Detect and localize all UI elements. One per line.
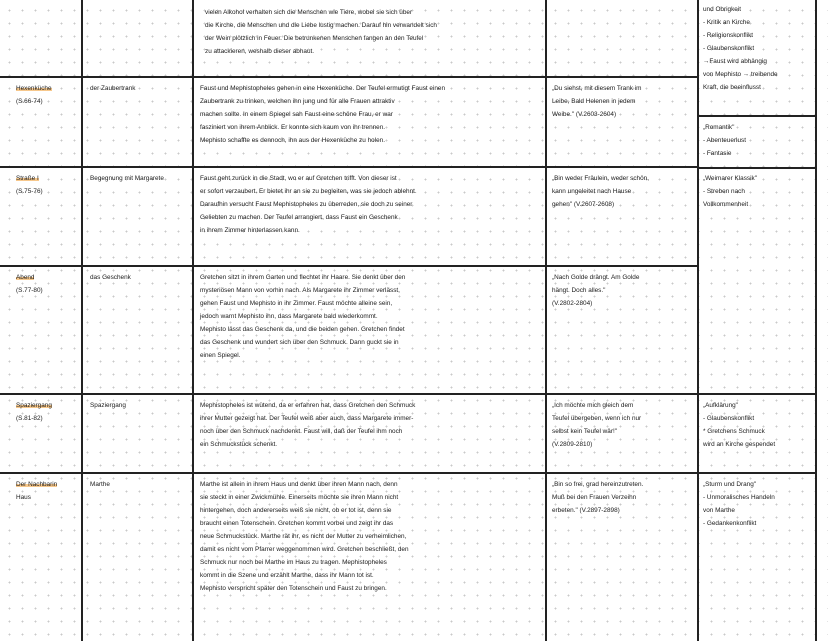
epoch-notes-line: * Gretchens Schmuck	[703, 428, 765, 435]
epoch-notes-line: „Aufklärung"	[703, 402, 738, 409]
summary-text-line: kommt in die Szene und erzählt Marthe, dass ihr Mann tot ist.	[200, 572, 374, 579]
column-divider	[697, 0, 699, 641]
epoch-notes-line: →Faust wird abhängig	[703, 58, 767, 65]
quote-text-line: (V.2802-2804)	[552, 300, 593, 307]
scene-title: das Geschenk	[90, 274, 131, 281]
quote-text-line: „Bin weder Fräulein, weder schön,	[552, 175, 649, 182]
summary-text-line: braucht einen Totenschein. Gretchen kommt vorbei und zeigt ihr das	[200, 520, 394, 527]
summary-text-line: Mephistopheles ist wütend, da er erfahren hat, dass Gretchen den Schmuck	[200, 402, 416, 409]
quote-text-line: Weibe." (V.2603-2604)	[552, 111, 617, 118]
scene-title: Begegnung mit Margarete	[90, 175, 164, 182]
quote-text	[552, 82, 697, 121]
quote-text-line: Teufel übergeben, wenn ich nur	[552, 415, 642, 422]
scene-title-highlight: Spaziergang	[16, 402, 52, 409]
epoch-notes-line: - Glaubenskonflikt	[703, 415, 755, 422]
scene-name	[16, 172, 80, 198]
summary-text-line: Marthe ist allein in ihrem Haus und denkt über ihren Mann nach, denn	[200, 481, 398, 488]
quote-text-line: selbst kein Teufel wär!"	[552, 428, 618, 435]
row-divider	[0, 265, 698, 267]
row-divider	[0, 76, 698, 78]
row-divider	[0, 166, 698, 168]
epoch-notes-line: und Obrigkeit	[703, 6, 742, 13]
epoch-notes	[703, 172, 815, 211]
summary-text	[205, 6, 545, 58]
column-divider	[545, 0, 547, 641]
quote-text-line: (V.2809-2810)	[552, 441, 593, 448]
summary-text-line: fasziniert von ihrem Anblick. Er konnte sich kaum von ihr trennen.	[200, 124, 386, 131]
summary-text-line: ein Schmuckstück schenkt.	[200, 441, 278, 448]
epoch-notes-line: Vollkommenheit	[703, 201, 749, 208]
quote-text-line: hängt. Doch alles."	[552, 287, 606, 294]
scene-name	[16, 82, 80, 108]
epoch-notes-line: „Weimarer Klassik"	[703, 175, 757, 182]
scene-title-highlight: Der Nachbarin	[16, 481, 58, 488]
summary-text-line: gehen Faust und Mephisto in ihr Zimmer. Faust möchte alleine sein,	[200, 300, 393, 307]
summary-text-line: einen Spiegel.	[200, 352, 241, 359]
summary-text-line: Gretchen sitzt in ihrem Garten und flechtet ihr Haare. Sie denkt über den	[200, 274, 406, 281]
column-divider	[81, 0, 83, 641]
summary-text-line: Mephisto lässt das Geschenk da, und die beiden gehen. Gretchen findet	[200, 326, 405, 333]
quote-text-line: Muß bei den Frauen Verzeihn	[552, 494, 637, 501]
summary-text-line: neue Schmuckstück. Marthe rät ihr, es nicht der Mutter zu verheimlichen,	[200, 533, 407, 540]
epoch-notes-line: - Gedankenkonflikt	[703, 520, 757, 527]
scene-name-line	[16, 478, 80, 491]
quote-text-line: „Bin so frei, grad hereinzutreten.	[552, 481, 644, 488]
quote-text	[552, 478, 697, 517]
epoch-notes	[703, 478, 815, 530]
summary-text-line: vielen Alkohol verhalten sich die Menschen wie Tiere, wobei sie sich über	[205, 9, 413, 16]
row-divider	[697, 115, 816, 117]
scene-name	[16, 271, 80, 297]
quote-text	[552, 172, 697, 211]
quote-text-line: Leibe, Bald Helenen in jedem	[552, 98, 636, 105]
scene-name	[16, 399, 80, 425]
summary-text-line: machen sollte. In einem Spiegel sah Faust eine schöne Frau, er war	[200, 111, 393, 118]
summary-text-line: Geliebten zu machen. Der Teufel arrangiert, dass Faust ein Geschenk	[200, 214, 398, 221]
quote-text-line: „Du siehst, mit diesem Trank im	[552, 85, 642, 92]
epoch-notes-line: - Religionskonflikt	[703, 32, 754, 39]
summary-text-line: jedoch warnt Mephisto ihn, dass Margarete bald wiederkommt.	[200, 313, 378, 320]
summary-text-line: hintergehen, doch andererseits weiß sie nicht, ob er tot ist, denn sie	[200, 507, 392, 514]
epoch-notes	[703, 3, 815, 94]
epoch-notes-line: Kraft, die beeinflusst	[703, 84, 761, 91]
column-divider	[192, 0, 194, 641]
row-divider	[0, 393, 698, 395]
summary-text-line: Schmuck nur noch bei Marthe im Haus zu tragen. Mephistopheles	[200, 559, 387, 566]
summary-text-line: Faust geht zurück in die Stadt, wo er auf Gretchen trifft. Von dieser ist	[200, 175, 397, 182]
summary-text-line: damit es nicht vom Pfarrer weggenommen wird. Gretchen beschließt, den	[200, 546, 409, 553]
scene-name-line	[16, 399, 80, 412]
row-divider	[697, 167, 816, 169]
epoch-notes-line: - Glaubenskonflikt	[703, 45, 755, 52]
summary-text-line: das Geschenk und wundert sich über den Schmuck. Dann guckt sie in	[200, 339, 399, 346]
summary-text-line: zu attackieren, weshalb dieser abhaut.	[205, 48, 315, 55]
epoch-notes	[703, 399, 815, 451]
summary-text-line: noch über den Schmuck nachdenkt. Faust will, daß der Teufel ihm noch	[200, 428, 403, 435]
summary-text	[200, 271, 540, 362]
scene-name-line: (S.75-76)	[16, 188, 43, 195]
epoch-notes-line: - Abenteuerlust	[703, 137, 746, 144]
epoch-notes-line: „Sturm und Drang"	[703, 481, 757, 488]
summary-text-line: mysteriösen Mann von vorhin nach. Als Margarete ihr Zimmer verlässt,	[200, 287, 400, 294]
summary-text	[200, 399, 540, 451]
scene-title-highlight: Straße I	[16, 175, 39, 182]
epoch-notes-line: - Fantasie	[703, 150, 732, 157]
summary-text-line: Faust und Mephistopheles gehen in eine Hexenküche. Der Teufel ermutigt Faust einen	[200, 85, 446, 92]
summary-text-line: ihrer Mutter gezeigt hat. Der Teufel weiß aber auch, dass Margarete immer-	[200, 415, 414, 422]
epoch-notes-line: „Romantik"	[703, 124, 735, 131]
scene-title: der Zaubertrank	[90, 85, 136, 92]
epoch-notes-line: von Mephisto → treibende	[703, 71, 778, 78]
quote-text-line: „Ich möchte mich gleich dem	[552, 402, 634, 409]
scene-title: Marthe	[90, 481, 110, 488]
scene-name-line	[16, 172, 80, 185]
scene-name-line: Haus	[16, 494, 31, 501]
scene-title-highlight: Hexenküche	[16, 85, 52, 92]
summary-text-line: Zaubertrank zu trinken, welchen ihn jung und für alle Frauen attraktiv	[200, 98, 395, 105]
summary-text-line: er sofort verzaubert. Er bietet ihr an sie zu begleiten, was sie jedoch ablehnt.	[200, 188, 417, 195]
summary-text-line: Mephisto verspricht später den Totenschein und Faust zu bringen.	[200, 585, 387, 592]
epoch-notes-line: - Streben nach	[703, 188, 745, 195]
quote-text-line: „Nach Golde drängt. Am Golde	[552, 274, 640, 281]
row-divider	[697, 472, 816, 474]
quote-text-line: gehen" (V.2607-2608)	[552, 201, 615, 208]
scene-name-line: (S.77-80)	[16, 287, 43, 294]
scene-name-line: (S.66-74)	[16, 98, 43, 105]
summary-text-line: die Kirche, die Menschen und die Liebe lustig machen. Darauf hin verwandelt sich	[205, 22, 437, 29]
epoch-notes	[703, 121, 815, 160]
quote-text	[552, 271, 697, 310]
column-divider	[815, 0, 817, 641]
summary-text-line: sie steckt in einer Zwickmühle. Einerseits möchte sie ihren Mann nicht	[200, 494, 399, 501]
summary-text-line: der Wein plötzlich in Feuer. Die betrunkenen Menschen fangen an den Teufel	[205, 35, 424, 42]
quote-text-line: erbeten." (V.2897-2898)	[552, 507, 620, 514]
row-divider	[0, 472, 698, 474]
summary-text	[200, 82, 540, 147]
scene-name-line	[16, 82, 80, 95]
scene-title-highlight: Abend	[16, 274, 35, 281]
epoch-notes-line: - Kritik an Kirche	[703, 19, 750, 26]
scene-title: Spaziergang	[90, 402, 126, 409]
epoch-notes-line: wird an Kirche gespendet	[703, 441, 776, 448]
quote-text	[552, 399, 697, 451]
scene-name-line: (S.81-82)	[16, 415, 43, 422]
summary-text-line: Daraufhin versucht Faust Mephistopheles zu überreden, sie doch zu seiner	[200, 201, 413, 208]
scene-name	[16, 478, 80, 504]
summary-text	[200, 172, 540, 237]
epoch-notes-line: von Marthe	[703, 507, 735, 514]
summary-text-line: in ihrem Zimmer hinterlassen kann.	[200, 227, 300, 234]
summary-text	[200, 478, 540, 595]
summary-text-line: Mephisto schaffte es dennoch, ihn aus der Hexenküche zu holen.	[200, 137, 385, 144]
quote-text-line: kann ungeleitet nach Hause	[552, 188, 632, 195]
row-divider	[697, 393, 816, 395]
scene-name-line	[16, 271, 80, 284]
epoch-notes-line: - Unmoralisches Handeln	[703, 494, 775, 501]
